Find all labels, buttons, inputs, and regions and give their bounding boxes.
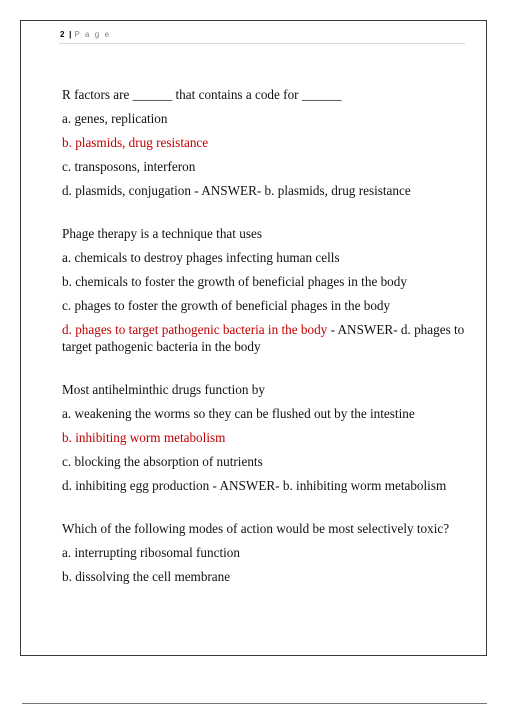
page-header [60, 30, 111, 39]
option-b-correct: b. plasmids, drug resistance [62, 135, 209, 150]
question-block-4 [62, 520, 466, 585]
question-block-3 [62, 381, 466, 494]
option-c: c. transposons, interferon [62, 159, 196, 174]
header-rule [59, 43, 465, 44]
option-b: b. dissolving the cell membrane [62, 569, 231, 584]
question-block-2 [62, 225, 466, 355]
question-block-1 [62, 86, 466, 199]
option-d-answer: d. inhibiting egg production - ANSWER- b. inhibiting worm metabolism [62, 478, 447, 493]
footer-rule [22, 703, 487, 704]
option-c: c. blocking the absorption of nutrients [62, 454, 263, 469]
option-a: a. chemicals to destroy phages infecting human cells [62, 250, 340, 265]
option-a: a. interrupting ribosomal function [62, 545, 240, 560]
option-b: b. chemicals to foster the growth of beneficial phages in the body [62, 274, 407, 289]
option-c: c. phages to foster the growth of beneficial phages in the body [62, 298, 391, 313]
answer-text: - ANSWER- d. phages to target pathogenic bacteria in the body [62, 322, 465, 354]
option-b-correct: b. inhibiting worm metabolism [62, 430, 226, 445]
page-header-separator: | [69, 30, 72, 39]
page-number: 2 [60, 30, 67, 39]
question-text: Most antihelminthic drugs function by [62, 382, 265, 397]
page-label: P a g e [74, 30, 111, 39]
option-d-answer: d. plasmids, conjugation - ANSWER- b. plasmids, drug resistance [62, 183, 411, 198]
option-a: a. genes, replication [62, 111, 168, 126]
document-body [62, 86, 466, 611]
question-text: R factors are ______ that contains a code for ______ [62, 87, 342, 102]
question-text: Which of the following modes of action would be most selectively toxic? [62, 521, 450, 536]
question-text: Phage therapy is a technique that uses [62, 226, 262, 241]
option-d-answer [62, 321, 466, 355]
option-d-correct: d. phages to target pathogenic bacteria in the body [62, 322, 328, 337]
option-a: a. weakening the worms so they can be flushed out by the intestine [62, 406, 415, 421]
